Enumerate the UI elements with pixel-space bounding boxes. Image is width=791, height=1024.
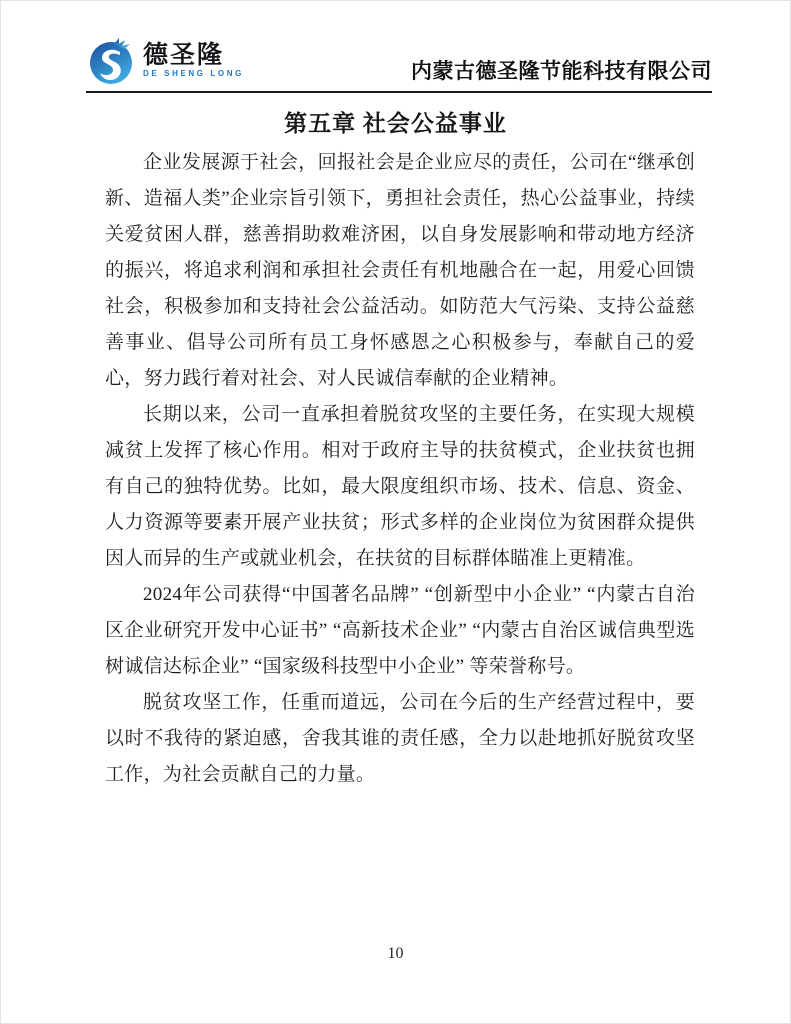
paragraph: 企业发展源于社会，回报社会是企业应尽的责任，公司在“继承创新、造福人类”企业宗旨引领下，勇担社会责任，热心公益事业，持续关爱贫困人群，慈善捐助救难济困，以自身发展影响和带动地方经济的振兴，将追求利润和承担社会责任有机地融合在一起，用爱心回馈社会，积极参加和支持社会公益活动。如防范大气污染、支持公益慈善事业、倡导公司所有员工身怀感恩之心积极参与，奉献自己的爱心，努力践行着对社会、对人民诚信奉献的企业精神。 xyxy=(105,152,695,389)
page-number: 10 xyxy=(387,945,404,962)
paragraph: 长期以来，公司一直承担着脱贫攻坚的主要任务，在实现大规模减贫上发挥了核心作用。相对于政府主导的扶贫模式，企业扶贫也拥有自己的独特优势。比如，最大限度组织市场、技术、信息、资金、人力资源等要素开展产业扶贫；形式多样的企业岗位为贫困群众提供因人而异的生产或就业机会，在扶贫的目标群体瞄准上更精准。 xyxy=(105,404,695,569)
logo-name-en: DE SHENG LONG xyxy=(143,68,244,78)
logo-text xyxy=(143,40,244,78)
document-body xyxy=(105,145,695,793)
logo-name-cn: 德圣隆 xyxy=(143,40,225,69)
page-header xyxy=(86,34,712,93)
paragraph: 2024年公司获得“中国著名品牌” “创新型中小企业” “内蒙古自治区企业研究开发中心证书” “高新技术企业” “内蒙古自治区诚信典型选树诚信达标企业” “国家级科技型中小企业” 等荣誉称号。 xyxy=(105,584,695,677)
chapter-title: 第五章 社会公益事业 xyxy=(284,111,507,136)
dragon-s-circle-icon xyxy=(86,34,138,86)
company-name: 内蒙古德圣隆节能科技有限公司 xyxy=(411,59,712,83)
company-logo xyxy=(86,34,244,86)
paragraph: 脱贫攻坚工作，任重而道远，公司在今后的生产经营过程中，要以时不我待的紧迫感，舍我其谁的责任感，全力以赴地抓好脱贫攻坚工作，为社会贡献自己的力量。 xyxy=(105,692,695,785)
